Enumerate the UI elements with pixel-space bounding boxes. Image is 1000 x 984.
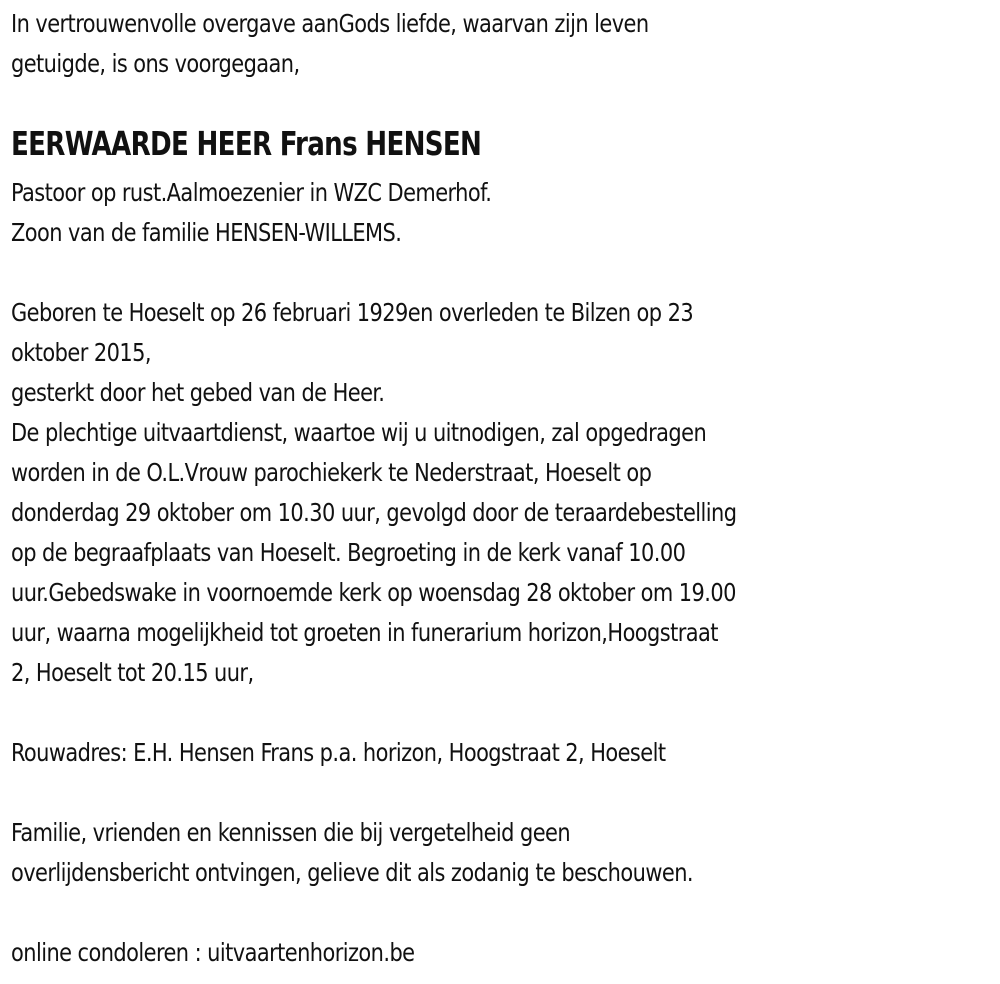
details-line-2: oktober 2015, bbox=[11, 338, 151, 367]
details-line-8: uur.Gebedswake in voornoemde kerk op woensdag 28 oktober om 19.00 bbox=[11, 578, 736, 607]
mourning-address: Rouwadres: E.H. Hensen Frans p.a. horizon, Hoogstraat 2, Hoeselt bbox=[11, 738, 666, 767]
details-line-7: op de begraafplaats van Hoeselt. Begroeting in de kerk vanaf 10.00 bbox=[11, 538, 686, 567]
online-condolence-line: online condoleren : uitvaartenhorizon.be bbox=[11, 938, 415, 967]
subtitle-line-2: Zoon van de familie HENSEN-WILLEMS. bbox=[11, 218, 402, 247]
details-line-9: uur, waarna mogelijkheid tot groeten in funerarium horizon,Hoogstraat bbox=[11, 618, 718, 647]
details-line-4: De plechtige uitvaartdienst, waartoe wij u uitnodigen, zal opgedragen bbox=[11, 418, 707, 447]
deceased-name-title: EERWAARDE HEER Frans HENSEN bbox=[11, 124, 482, 163]
details-line-6: donderdag 29 oktober om 10.30 uur, gevolgd door de teraardebestelling bbox=[11, 498, 737, 527]
notice-line-1: Familie, vrienden en kennissen die bij vergetelheid geen bbox=[11, 818, 571, 847]
details-line-10: 2, Hoeselt tot 20.15 uur, bbox=[11, 658, 254, 687]
details-line-5: worden in de O.L.Vrouw parochiekerk te Nederstraat, Hoeselt op bbox=[11, 458, 652, 487]
details-line-3: gesterkt door het gebed van de Heer. bbox=[11, 378, 385, 407]
notice-line-2: overlijdensbericht ontvingen, gelieve dit als zodanig te beschouwen. bbox=[11, 858, 693, 887]
subtitle-line-1: Pastoor op rust.Aalmoezenier in WZC Demerhof. bbox=[11, 178, 492, 207]
details-line-1: Geboren te Hoeselt op 26 februari 1929en overleden te Bilzen op 23 bbox=[11, 298, 694, 327]
intro-line-1: In vertrouwenvolle overgave aanGods liefde, waarvan zijn leven bbox=[11, 9, 649, 38]
intro-line-2: getuigde, is ons voorgegaan, bbox=[11, 49, 300, 78]
